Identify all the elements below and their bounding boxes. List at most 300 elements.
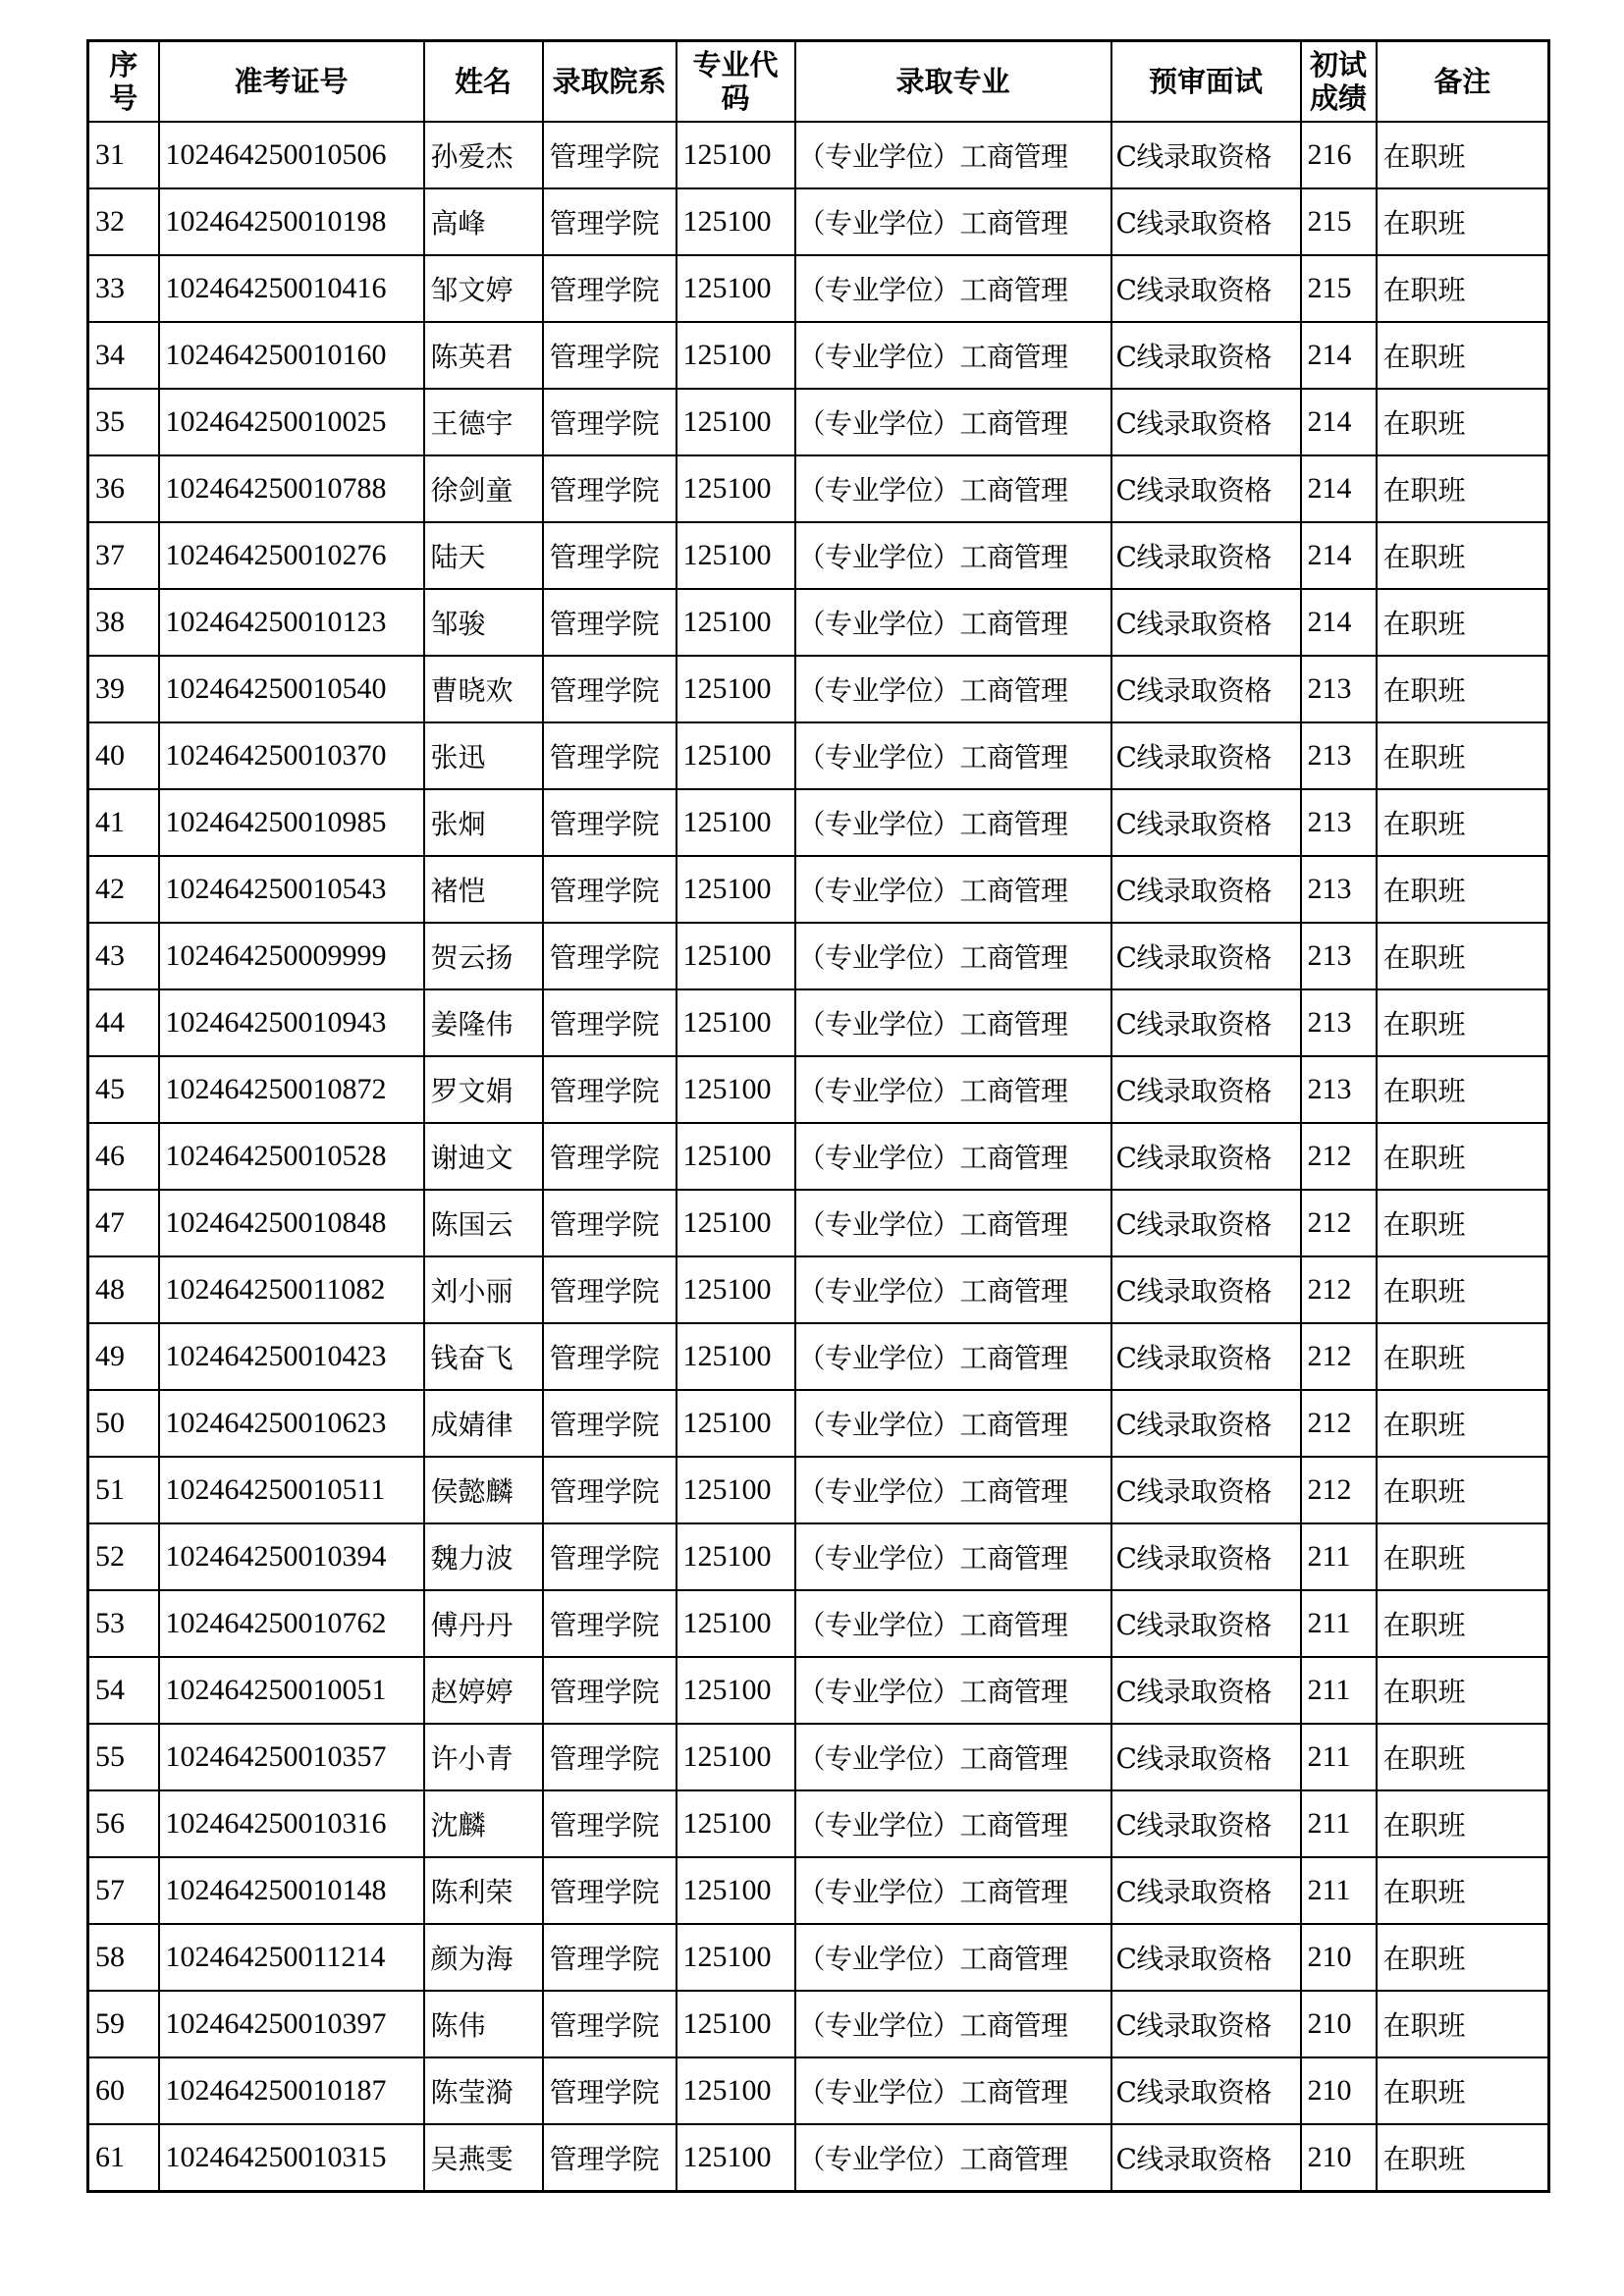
cell-name: 刘小丽 — [424, 1256, 543, 1323]
cell-dept: 管理学院 — [543, 1056, 677, 1123]
cell-code: 125100 — [677, 389, 795, 455]
cell-interview: C线录取资格 — [1111, 2057, 1301, 2124]
cell-score: 212 — [1301, 1390, 1377, 1457]
cell-major: （专业学位）工商管理 — [795, 656, 1111, 722]
table-row — [88, 1123, 1549, 1190]
cell-major: （专业学位）工商管理 — [795, 322, 1111, 389]
cell-name: 罗文娟 — [424, 1056, 543, 1123]
cell-exam-no: 102464250010943 — [159, 989, 424, 1056]
cell-interview: C线录取资格 — [1111, 1190, 1301, 1256]
cell-code: 125100 — [677, 2124, 795, 2192]
cell-note: 在职班 — [1377, 856, 1549, 923]
cell-interview: C线录取资格 — [1111, 122, 1301, 188]
cell-exam-no: 102464250010788 — [159, 455, 424, 522]
cell-exam-no: 102464250010985 — [159, 789, 424, 856]
cell-seq: 40 — [88, 722, 159, 789]
cell-name: 成婧律 — [424, 1390, 543, 1457]
cell-interview: C线录取资格 — [1111, 656, 1301, 722]
cell-exam-no: 102464250010848 — [159, 1190, 424, 1256]
cell-code: 125100 — [677, 589, 795, 656]
cell-interview: C线录取资格 — [1111, 923, 1301, 989]
cell-note: 在职班 — [1377, 589, 1549, 656]
table-row — [88, 1991, 1549, 2057]
table-row — [88, 1857, 1549, 1924]
table-body — [88, 122, 1549, 2192]
cell-code: 125100 — [677, 1790, 795, 1857]
cell-score: 215 — [1301, 255, 1377, 322]
cell-score: 214 — [1301, 389, 1377, 455]
cell-note: 在职班 — [1377, 656, 1549, 722]
table-row — [88, 1790, 1549, 1857]
cell-name: 许小青 — [424, 1724, 543, 1790]
cell-interview: C线录取资格 — [1111, 322, 1301, 389]
cell-seq: 51 — [88, 1457, 159, 1523]
cell-seq: 61 — [88, 2124, 159, 2192]
cell-major: （专业学位）工商管理 — [795, 1991, 1111, 2057]
cell-score: 213 — [1301, 722, 1377, 789]
cell-interview: C线录取资格 — [1111, 722, 1301, 789]
header-exam-no: 准考证号 — [159, 41, 424, 123]
cell-seq: 44 — [88, 989, 159, 1056]
table-row — [88, 923, 1549, 989]
cell-score: 212 — [1301, 1190, 1377, 1256]
cell-name: 陈伟 — [424, 1991, 543, 2057]
cell-exam-no: 102464250010872 — [159, 1056, 424, 1123]
cell-name: 邹文婷 — [424, 255, 543, 322]
table-row — [88, 1323, 1549, 1390]
cell-interview: C线录取资格 — [1111, 1523, 1301, 1590]
cell-note: 在职班 — [1377, 522, 1549, 589]
cell-seq: 55 — [88, 1724, 159, 1790]
cell-note: 在职班 — [1377, 923, 1549, 989]
cell-score: 214 — [1301, 522, 1377, 589]
cell-exam-no: 102464250010511 — [159, 1457, 424, 1523]
cell-seq: 50 — [88, 1390, 159, 1457]
cell-dept: 管理学院 — [543, 1590, 677, 1657]
table-row — [88, 1724, 1549, 1790]
cell-note: 在职班 — [1377, 1590, 1549, 1657]
cell-name: 陆天 — [424, 522, 543, 589]
cell-note: 在职班 — [1377, 1657, 1549, 1724]
cell-note: 在职班 — [1377, 322, 1549, 389]
cell-note: 在职班 — [1377, 722, 1549, 789]
cell-score: 214 — [1301, 322, 1377, 389]
cell-exam-no: 102464250010397 — [159, 1991, 424, 2057]
cell-note: 在职班 — [1377, 1390, 1549, 1457]
cell-interview: C线录取资格 — [1111, 188, 1301, 255]
cell-note: 在职班 — [1377, 1123, 1549, 1190]
cell-interview: C线录取资格 — [1111, 1323, 1301, 1390]
cell-exam-no: 102464250010025 — [159, 389, 424, 455]
table-row — [88, 122, 1549, 188]
cell-exam-no: 102464250011082 — [159, 1256, 424, 1323]
cell-dept: 管理学院 — [543, 1390, 677, 1457]
cell-dept: 管理学院 — [543, 589, 677, 656]
cell-name: 张炯 — [424, 789, 543, 856]
cell-interview: C线录取资格 — [1111, 1457, 1301, 1523]
cell-dept: 管理学院 — [543, 1123, 677, 1190]
cell-major: （专业学位）工商管理 — [795, 1056, 1111, 1123]
cell-note: 在职班 — [1377, 2057, 1549, 2124]
cell-major: （专业学位）工商管理 — [795, 1857, 1111, 1924]
cell-major: （专业学位）工商管理 — [795, 1457, 1111, 1523]
cell-score: 212 — [1301, 1323, 1377, 1390]
table-row — [88, 188, 1549, 255]
cell-major: （专业学位）工商管理 — [795, 989, 1111, 1056]
cell-dept: 管理学院 — [543, 1924, 677, 1991]
cell-dept: 管理学院 — [543, 1256, 677, 1323]
cell-name: 邹骏 — [424, 589, 543, 656]
cell-dept: 管理学院 — [543, 1991, 677, 2057]
cell-name: 侯懿麟 — [424, 1457, 543, 1523]
cell-major: （专业学位）工商管理 — [795, 1323, 1111, 1390]
cell-major: （专业学位）工商管理 — [795, 1123, 1111, 1190]
cell-code: 125100 — [677, 1991, 795, 2057]
cell-interview: C线录取资格 — [1111, 1991, 1301, 2057]
header-row — [88, 41, 1549, 123]
cell-code: 125100 — [677, 455, 795, 522]
cell-interview: C线录取资格 — [1111, 1790, 1301, 1857]
cell-interview: C线录取资格 — [1111, 1123, 1301, 1190]
cell-score: 213 — [1301, 856, 1377, 923]
cell-exam-no: 102464250010506 — [159, 122, 424, 188]
cell-dept: 管理学院 — [543, 122, 677, 188]
cell-major: （专业学位）工商管理 — [795, 1190, 1111, 1256]
cell-seq: 36 — [88, 455, 159, 522]
table-row — [88, 2124, 1549, 2192]
cell-seq: 56 — [88, 1790, 159, 1857]
cell-dept: 管理学院 — [543, 2057, 677, 2124]
cell-exam-no: 102464250010540 — [159, 656, 424, 722]
cell-exam-no: 102464250010148 — [159, 1857, 424, 1924]
table-row — [88, 1190, 1549, 1256]
cell-dept: 管理学院 — [543, 389, 677, 455]
table-row — [88, 389, 1549, 455]
cell-seq: 47 — [88, 1190, 159, 1256]
cell-exam-no: 102464250010423 — [159, 1323, 424, 1390]
cell-score: 211 — [1301, 1724, 1377, 1790]
table-row — [88, 989, 1549, 1056]
cell-dept: 管理学院 — [543, 1790, 677, 1857]
cell-seq: 35 — [88, 389, 159, 455]
header-seq: 序号 — [88, 41, 159, 123]
cell-note: 在职班 — [1377, 1323, 1549, 1390]
cell-score: 216 — [1301, 122, 1377, 188]
cell-dept: 管理学院 — [543, 522, 677, 589]
cell-interview: C线录取资格 — [1111, 589, 1301, 656]
cell-code: 125100 — [677, 656, 795, 722]
cell-score: 211 — [1301, 1857, 1377, 1924]
cell-interview: C线录取资格 — [1111, 255, 1301, 322]
cell-seq: 52 — [88, 1523, 159, 1590]
cell-note: 在职班 — [1377, 1924, 1549, 1991]
cell-seq: 41 — [88, 789, 159, 856]
cell-seq: 39 — [88, 656, 159, 722]
cell-major: （专业学位）工商管理 — [795, 389, 1111, 455]
cell-exam-no: 102464250010357 — [159, 1724, 424, 1790]
cell-name: 颜为海 — [424, 1924, 543, 1991]
header-dept: 录取院系 — [543, 41, 677, 123]
cell-score: 211 — [1301, 1657, 1377, 1724]
cell-dept: 管理学院 — [543, 455, 677, 522]
cell-score: 213 — [1301, 1056, 1377, 1123]
cell-note: 在职班 — [1377, 1857, 1549, 1924]
cell-name: 张迅 — [424, 722, 543, 789]
cell-note: 在职班 — [1377, 1256, 1549, 1323]
cell-seq: 48 — [88, 1256, 159, 1323]
cell-code: 125100 — [677, 1190, 795, 1256]
cell-code: 125100 — [677, 722, 795, 789]
header-note: 备注 — [1377, 41, 1549, 123]
cell-score: 214 — [1301, 455, 1377, 522]
cell-score: 210 — [1301, 2057, 1377, 2124]
table-row — [88, 656, 1549, 722]
cell-major: （专业学位）工商管理 — [795, 789, 1111, 856]
cell-score: 211 — [1301, 1790, 1377, 1857]
cell-name: 曹晓欢 — [424, 656, 543, 722]
cell-note: 在职班 — [1377, 2124, 1549, 2192]
cell-note: 在职班 — [1377, 989, 1549, 1056]
cell-name: 陈英君 — [424, 322, 543, 389]
cell-seq: 37 — [88, 522, 159, 589]
cell-exam-no: 102464250010316 — [159, 1790, 424, 1857]
cell-dept: 管理学院 — [543, 1457, 677, 1523]
cell-seq: 32 — [88, 188, 159, 255]
cell-name: 谢迪文 — [424, 1123, 543, 1190]
cell-note: 在职班 — [1377, 1991, 1549, 2057]
cell-dept: 管理学院 — [543, 989, 677, 1056]
cell-seq: 33 — [88, 255, 159, 322]
cell-score: 213 — [1301, 989, 1377, 1056]
cell-major: （专业学位）工商管理 — [795, 2057, 1111, 2124]
cell-exam-no: 102464250010394 — [159, 1523, 424, 1590]
cell-note: 在职班 — [1377, 1724, 1549, 1790]
table-row — [88, 856, 1549, 923]
cell-code: 125100 — [677, 1590, 795, 1657]
cell-code: 125100 — [677, 1256, 795, 1323]
cell-dept: 管理学院 — [543, 188, 677, 255]
cell-major: （专业学位）工商管理 — [795, 589, 1111, 656]
cell-seq: 60 — [88, 2057, 159, 2124]
cell-code: 125100 — [677, 856, 795, 923]
cell-interview: C线录取资格 — [1111, 522, 1301, 589]
cell-dept: 管理学院 — [543, 1323, 677, 1390]
cell-code: 125100 — [677, 522, 795, 589]
cell-name: 陈利荣 — [424, 1857, 543, 1924]
cell-name: 吴燕雯 — [424, 2124, 543, 2192]
cell-note: 在职班 — [1377, 455, 1549, 522]
cell-code: 125100 — [677, 1657, 795, 1724]
cell-code: 125100 — [677, 122, 795, 188]
cell-interview: C线录取资格 — [1111, 789, 1301, 856]
cell-exam-no: 102464250010315 — [159, 2124, 424, 2192]
cell-code: 125100 — [677, 1857, 795, 1924]
cell-code: 125100 — [677, 1457, 795, 1523]
cell-score: 215 — [1301, 188, 1377, 255]
cell-code: 125100 — [677, 322, 795, 389]
table-row — [88, 522, 1549, 589]
cell-exam-no: 102464250010187 — [159, 2057, 424, 2124]
table-row — [88, 589, 1549, 656]
cell-seq: 45 — [88, 1056, 159, 1123]
header-score: 初试成绩 — [1301, 41, 1377, 123]
cell-exam-no: 102464250010623 — [159, 1390, 424, 1457]
table-row — [88, 1924, 1549, 1991]
cell-code: 125100 — [677, 188, 795, 255]
table-row — [88, 1523, 1549, 1590]
cell-code: 125100 — [677, 989, 795, 1056]
cell-interview: C线录取资格 — [1111, 1390, 1301, 1457]
cell-dept: 管理学院 — [543, 1523, 677, 1590]
cell-exam-no: 102464250010762 — [159, 1590, 424, 1657]
cell-dept: 管理学院 — [543, 2124, 677, 2192]
cell-interview: C线录取资格 — [1111, 455, 1301, 522]
cell-name: 傅丹丹 — [424, 1590, 543, 1657]
cell-dept: 管理学院 — [543, 923, 677, 989]
cell-seq: 49 — [88, 1323, 159, 1390]
cell-dept: 管理学院 — [543, 1857, 677, 1924]
cell-major: （专业学位）工商管理 — [795, 455, 1111, 522]
cell-seq: 34 — [88, 322, 159, 389]
header-code: 专业代码 — [677, 41, 795, 123]
cell-code: 125100 — [677, 2057, 795, 2124]
table-row — [88, 1457, 1549, 1523]
cell-seq: 38 — [88, 589, 159, 656]
cell-major: （专业学位）工商管理 — [795, 255, 1111, 322]
table-row — [88, 722, 1549, 789]
cell-major: （专业学位）工商管理 — [795, 522, 1111, 589]
cell-score: 210 — [1301, 1924, 1377, 1991]
cell-name: 王德宇 — [424, 389, 543, 455]
cell-code: 125100 — [677, 1123, 795, 1190]
cell-exam-no: 102464250010123 — [159, 589, 424, 656]
cell-major: （专业学位）工商管理 — [795, 923, 1111, 989]
header-interview: 预审面试 — [1111, 41, 1301, 123]
cell-score: 213 — [1301, 789, 1377, 856]
cell-name: 孙爱杰 — [424, 122, 543, 188]
cell-seq: 54 — [88, 1657, 159, 1724]
cell-interview: C线录取资格 — [1111, 989, 1301, 1056]
table-row — [88, 1590, 1549, 1657]
cell-seq: 53 — [88, 1590, 159, 1657]
cell-dept: 管理学院 — [543, 656, 677, 722]
cell-score: 211 — [1301, 1523, 1377, 1590]
cell-name: 钱奋飞 — [424, 1323, 543, 1390]
table-row — [88, 255, 1549, 322]
cell-major: （专业学位）工商管理 — [795, 856, 1111, 923]
cell-exam-no: 102464250010370 — [159, 722, 424, 789]
cell-dept: 管理学院 — [543, 255, 677, 322]
cell-interview: C线录取资格 — [1111, 2124, 1301, 2192]
cell-major: （专业学位）工商管理 — [795, 122, 1111, 188]
cell-score: 211 — [1301, 1590, 1377, 1657]
cell-dept: 管理学院 — [543, 1657, 677, 1724]
cell-name: 沈麟 — [424, 1790, 543, 1857]
cell-dept: 管理学院 — [543, 856, 677, 923]
cell-exam-no: 102464250010160 — [159, 322, 424, 389]
table-row — [88, 2057, 1549, 2124]
table-row — [88, 1256, 1549, 1323]
cell-name: 贺云扬 — [424, 923, 543, 989]
cell-code: 125100 — [677, 1323, 795, 1390]
table-row — [88, 455, 1549, 522]
cell-dept: 管理学院 — [543, 1190, 677, 1256]
cell-score: 212 — [1301, 1457, 1377, 1523]
cell-code: 125100 — [677, 1390, 795, 1457]
cell-interview: C线录取资格 — [1111, 1724, 1301, 1790]
cell-score: 213 — [1301, 923, 1377, 989]
cell-name: 赵婷婷 — [424, 1657, 543, 1724]
cell-major: （专业学位）工商管理 — [795, 1790, 1111, 1857]
cell-dept: 管理学院 — [543, 322, 677, 389]
cell-major: （专业学位）工商管理 — [795, 188, 1111, 255]
cell-note: 在职班 — [1377, 122, 1549, 188]
cell-note: 在职班 — [1377, 789, 1549, 856]
cell-exam-no: 102464250010416 — [159, 255, 424, 322]
cell-note: 在职班 — [1377, 188, 1549, 255]
cell-score: 210 — [1301, 2124, 1377, 2192]
cell-code: 125100 — [677, 255, 795, 322]
cell-note: 在职班 — [1377, 389, 1549, 455]
cell-score: 213 — [1301, 656, 1377, 722]
cell-exam-no: 102464250009999 — [159, 923, 424, 989]
cell-interview: C线录取资格 — [1111, 1590, 1301, 1657]
header-name: 姓名 — [424, 41, 543, 123]
cell-seq: 57 — [88, 1857, 159, 1924]
cell-seq: 42 — [88, 856, 159, 923]
cell-dept: 管理学院 — [543, 789, 677, 856]
cell-interview: C线录取资格 — [1111, 1056, 1301, 1123]
cell-interview: C线录取资格 — [1111, 1924, 1301, 1991]
cell-score: 210 — [1301, 1991, 1377, 2057]
cell-note: 在职班 — [1377, 1523, 1549, 1590]
cell-dept: 管理学院 — [543, 722, 677, 789]
table-row — [88, 1390, 1549, 1457]
cell-code: 125100 — [677, 789, 795, 856]
cell-code: 125100 — [677, 1724, 795, 1790]
admission-table — [86, 39, 1550, 2193]
cell-seq: 59 — [88, 1991, 159, 2057]
cell-code: 125100 — [677, 1924, 795, 1991]
cell-interview: C线录取资格 — [1111, 389, 1301, 455]
cell-score: 212 — [1301, 1123, 1377, 1190]
cell-score: 214 — [1301, 589, 1377, 656]
cell-interview: C线录取资格 — [1111, 856, 1301, 923]
cell-score: 212 — [1301, 1256, 1377, 1323]
cell-seq: 43 — [88, 923, 159, 989]
cell-major: （专业学位）工商管理 — [795, 1390, 1111, 1457]
cell-seq: 46 — [88, 1123, 159, 1190]
cell-name: 陈莹漪 — [424, 2057, 543, 2124]
cell-note: 在职班 — [1377, 1056, 1549, 1123]
cell-name: 姜隆伟 — [424, 989, 543, 1056]
cell-dept: 管理学院 — [543, 1724, 677, 1790]
table-row — [88, 789, 1549, 856]
cell-name: 徐剑童 — [424, 455, 543, 522]
cell-major: （专业学位）工商管理 — [795, 1657, 1111, 1724]
cell-interview: C线录取资格 — [1111, 1857, 1301, 1924]
cell-major: （专业学位）工商管理 — [795, 2124, 1111, 2192]
cell-major: （专业学位）工商管理 — [795, 722, 1111, 789]
cell-name: 魏力波 — [424, 1523, 543, 1590]
cell-note: 在职班 — [1377, 1457, 1549, 1523]
cell-exam-no: 102464250010198 — [159, 188, 424, 255]
admission-list-page — [86, 39, 1547, 2193]
cell-note: 在职班 — [1377, 255, 1549, 322]
cell-code: 125100 — [677, 1056, 795, 1123]
cell-major: （专业学位）工商管理 — [795, 1924, 1111, 1991]
header-major: 录取专业 — [795, 41, 1111, 123]
